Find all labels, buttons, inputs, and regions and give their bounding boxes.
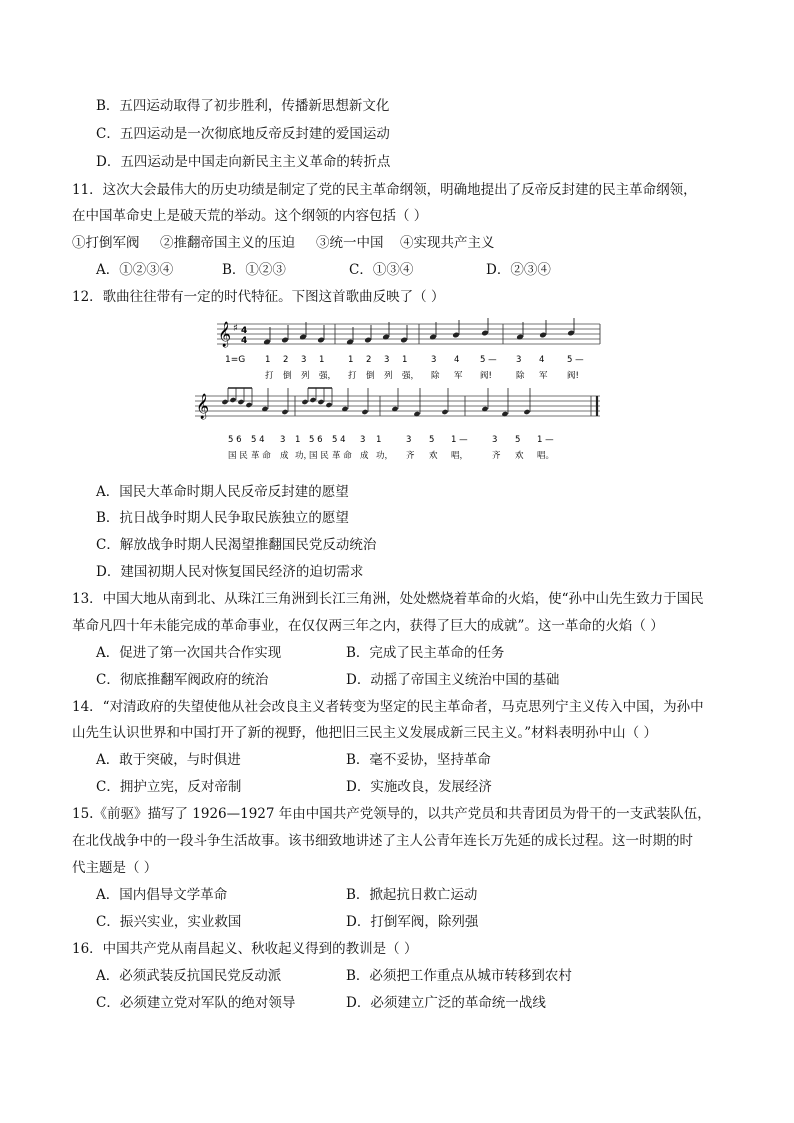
lyric-syllable: 列	[301, 371, 310, 381]
note-head	[237, 399, 244, 405]
note-head	[221, 399, 228, 405]
lyric-syllable: 阀!	[567, 371, 579, 381]
q13-stem-line2: 革命凡四十年未能完成的革命事业，在仅仅两三年之内，获得了巨大的成就”。这一革命的火焰（ ）	[72, 618, 664, 634]
jianpu-number: 3	[384, 355, 390, 365]
lyric-syllable: 军	[539, 371, 548, 381]
q12-stem: 12．歌曲往往带有一定的时代特征。下图这首歌曲反映了（ ）	[72, 289, 445, 305]
note-head	[361, 409, 368, 415]
sharp-sign-icon: ♯	[233, 323, 238, 334]
lyric-syllable: 强，	[402, 371, 420, 381]
jianpu-number: 1	[265, 355, 271, 365]
q16-option-b: B．必须把工作重点从城市转移到农村	[346, 968, 572, 984]
jianpu-number: 5 6	[309, 435, 323, 445]
lyric-syllable: 成	[280, 451, 289, 461]
q16-option-d: D．必须建立广泛的革命统一战线	[346, 995, 546, 1011]
staff-row-1	[217, 318, 600, 347]
jianpu-number: 3	[492, 435, 498, 445]
note-head	[309, 397, 316, 403]
lyric-syllable: 功，	[376, 451, 394, 461]
q11-option-d: D．②③④	[486, 262, 551, 278]
lyric-syllable: 欢	[429, 451, 438, 461]
jianpu-number: 1 —	[537, 435, 554, 445]
q15-stem-line2: 在北伐战争中的一段斗争生活故事。该书细致地讲述了主人公青年连长万先延的成长过程。这一时期的时	[72, 833, 693, 849]
lyric-syllable: 功，	[295, 451, 313, 461]
q15-stem-line3: 代主题是（ ）	[72, 860, 158, 876]
q13-option-d: D．动摇了帝国主义统治中国的基础	[346, 672, 560, 688]
jianpu-number: 3	[516, 355, 522, 365]
q15-option-b: B．掀起抗日救亡运动	[346, 887, 478, 903]
jianpu-number: 1 —	[451, 435, 468, 445]
music-score-svg	[195, 318, 605, 468]
lyric-syllable: 齐	[492, 451, 501, 461]
q14-stem-line1: 14．“对清政府的失望使他从社会改良主义者转变为坚定的民主革命者，马克思列宁主义传入中国，为孙中	[72, 699, 704, 715]
lyric-syllable: 成	[360, 451, 369, 461]
q11-option-b: B．①②③	[222, 262, 286, 278]
q13-option-c: C．彻底推翻军阀政府的统治	[96, 672, 269, 688]
q13-option-b: B．完成了民主革命的任务	[346, 645, 505, 661]
jianpu-number: 5 —	[567, 355, 584, 365]
lyric-syllable: 打	[348, 371, 357, 381]
q10-option-c: C．五四运动是一次彻底地反帝反封建的爱国运动	[96, 126, 390, 142]
lyric-syllable: 齐	[406, 451, 415, 461]
jianpu-number: 1	[348, 355, 354, 365]
q11-item-1: ①打倒军阀	[72, 235, 140, 251]
q15-option-a: A．国内倡导文学革命	[96, 887, 228, 903]
jianpu-number: 3	[360, 435, 366, 445]
q12-option-d: D．建国初期人民对恢复国民经济的迫切需求	[96, 564, 364, 580]
note-head	[441, 409, 448, 415]
jianpu-number: 5 4	[251, 435, 265, 445]
jianpu-number: 4	[454, 355, 460, 365]
music-score-figure	[195, 318, 605, 468]
q14-stem-line2: 山先生认识世界和中国打开了新的视野，他把旧三民主义发展成新三民主义。”材料表明孙中山（ ）	[72, 725, 657, 741]
q13-option-a: A．促进了第一次国共合作实现	[96, 645, 282, 661]
q12-option-a: A．国民大革命时期人民反帝反封建的愿望	[96, 484, 349, 500]
q15-option-d: D．打倒军阀，除列强	[346, 914, 479, 930]
lyrics-row-2	[228, 450, 554, 461]
q11-option-a: A．①②③④	[96, 262, 174, 278]
lyric-syllable: 军	[454, 371, 463, 381]
jianpu-number: 1	[376, 435, 382, 445]
lyric-syllable: 强，	[319, 371, 337, 381]
jianpu-number: 2	[366, 355, 372, 365]
jianpu-number: 5 4	[332, 435, 346, 445]
q11-stem-line1: 11．这次大会最伟大的历史功绩是制定了党的民主革命纲领，明确地提出了反帝反封建的民主革命纲领，	[72, 182, 697, 198]
treble-clef-icon: 𝄞	[218, 322, 232, 347]
note-head	[301, 399, 308, 405]
q11-option-c: C．①③④	[349, 262, 414, 278]
note-head	[245, 402, 252, 408]
q13-stem-line1: 13．中国大地从南到北、从珠江三角洲到长江三角洲，处处燃烧着革命的火焰，使“孙中山先生致力于国民	[72, 591, 704, 607]
q15-stem-line1: 15.《前驱》描写了 1926—1927 年由中国共产党领导的，以共产党员和共青团员为骨干的一支武装队伍，	[72, 806, 711, 822]
jianpu-number: 3	[406, 435, 412, 445]
lyric-syllable: 唱，	[451, 451, 469, 461]
lyric-syllable: 革 命	[251, 451, 271, 461]
q11-item-3: ③统一中国	[316, 235, 384, 251]
lyric-syllable: 打	[265, 371, 274, 381]
jianpu-number: 5	[515, 435, 521, 445]
q10-option-d: D．五四运动是中国走向新民主主义革命的转折点	[96, 154, 391, 170]
note-head	[281, 409, 288, 415]
note-head	[325, 402, 332, 408]
lyric-syllable: 倒	[366, 371, 375, 381]
jianpu-number: 5	[429, 435, 435, 445]
q14-option-a: A．敢于突破，与时俱进	[96, 752, 241, 768]
q15-option-c: C．振兴实业，实业救国	[96, 914, 242, 930]
jianpu-number: 3	[280, 435, 286, 445]
jianpu-number: 1	[402, 355, 408, 365]
score-key: 1=G	[225, 355, 246, 365]
jianpu-number: 4	[539, 355, 545, 365]
staff-row-2	[195, 388, 600, 419]
jianpu-number: 3	[301, 355, 307, 365]
q16-option-a: A．必须武装反抗国民党反动派	[96, 968, 282, 984]
q16-stem: 16．中国共产党从南昌起义、秋收起义得到的教训是（ ）	[72, 941, 418, 957]
lyrics-row-1	[265, 370, 579, 381]
lyric-syllable: 倒	[283, 371, 292, 381]
note-head	[229, 397, 236, 403]
q12-option-c: C．解放战争时期人民渴望推翻国民党反动统治	[96, 537, 377, 553]
note-head	[317, 399, 324, 405]
jianpu-number: 5 6	[228, 435, 242, 445]
q11-stem-line2: 在中国革命史上是破天荒的举动。这个纲领的内容包括（ ）	[72, 208, 428, 224]
q14-option-b: B．毫不妥协，坚持革命	[346, 752, 491, 768]
q11-item-4: ④实现共产主义	[400, 235, 495, 251]
time-signature-bottom: 4	[241, 336, 248, 346]
note-head	[523, 409, 530, 415]
jianpu-number: 3	[431, 355, 437, 365]
lyric-syllable: 除	[516, 371, 525, 381]
lyric-syllable: 国 民	[309, 451, 329, 461]
lyric-syllable: 国 民	[228, 451, 248, 461]
lyric-syllable: 除	[431, 371, 440, 381]
q12-option-b: B．抗日战争时期人民争取民族独立的愿望	[96, 510, 349, 526]
lyric-syllable: 阀!	[480, 371, 492, 381]
lyric-syllable: 列	[384, 371, 393, 381]
q10-option-b: B．五四运动取得了初步胜利，传播新思想新文化	[96, 98, 390, 114]
lyric-syllable: 唱。	[537, 451, 555, 461]
jianpu-row-2	[228, 435, 554, 445]
lyric-syllable: 革 命	[332, 451, 352, 461]
jianpu-number: 5 —	[480, 355, 497, 365]
time-signature-top: 4	[241, 326, 248, 336]
q11-item-2: ②推翻帝国主义的压迫	[160, 235, 295, 251]
jianpu-number: 2	[283, 355, 289, 365]
q16-option-c: C．必须建立党对军队的绝对领导	[96, 995, 296, 1011]
treble-clef-icon: 𝄞	[196, 394, 210, 419]
lyric-syllable: 欢	[515, 451, 524, 461]
q14-option-c: C．拥护立宪，反对帝制	[96, 779, 242, 795]
jianpu-row-1	[265, 355, 584, 365]
q14-option-d: D．实施改良，发展经济	[346, 779, 492, 795]
jianpu-number: 1	[295, 435, 301, 445]
jianpu-number: 1	[319, 355, 325, 365]
